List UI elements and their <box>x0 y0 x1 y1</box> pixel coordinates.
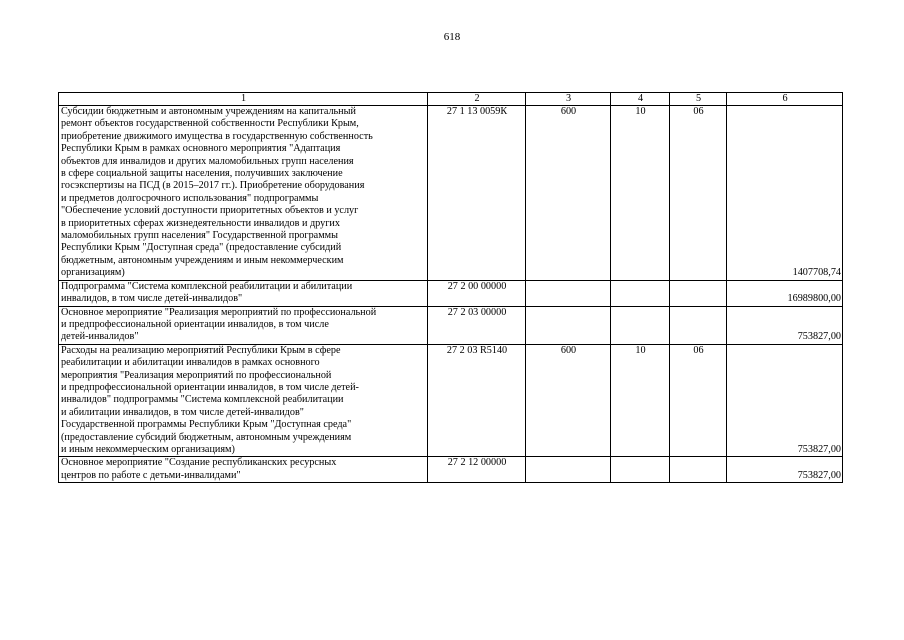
row-col5: 06 <box>670 344 727 457</box>
column-header: 3 <box>526 93 611 106</box>
page-number: 618 <box>443 31 461 43</box>
row-col4 <box>611 306 670 344</box>
description-line: госэкспертизы на ПСД (в 2015–2017 гг.). Приобретение оборудования <box>61 180 365 192</box>
row-description <box>59 306 428 344</box>
description-line: и предметов долгосрочного использования" подпрограммы <box>61 192 319 204</box>
column-header: 5 <box>670 93 727 106</box>
column-header: 1 <box>59 93 428 106</box>
row-col4 <box>611 457 670 483</box>
description-line: Республики Крым "Доступная среда" (предоставление субсидий <box>61 242 342 254</box>
description-line: бюджетным, автономным учреждениям и иным некоммерческим <box>61 254 344 266</box>
description-line: ремонт объектов государственной собственности Республики Крым, <box>61 118 359 130</box>
table-header-row <box>59 93 843 106</box>
description-line: Основное мероприятие "Реализация мероприятий по профессиональной <box>61 306 377 318</box>
row-amount: 753827,00 <box>727 457 843 483</box>
description-line: в приоритетных сферах жизнедеятельности инвалидов и других <box>61 217 340 229</box>
row-code: 27 1 13 0059К <box>428 106 526 281</box>
table-row <box>59 306 843 344</box>
description-line: организациям) <box>61 267 125 279</box>
table-row <box>59 344 843 457</box>
row-col3: 600 <box>526 106 611 281</box>
description-line: Расходы на реализацию мероприятий Республики Крым в сфере <box>61 344 341 356</box>
description-line: "Обеспечение условий доступности приоритетных объектов и услуг <box>61 205 359 217</box>
row-amount: 1407708,74 <box>727 106 843 281</box>
row-col3 <box>526 306 611 344</box>
row-col3: 600 <box>526 344 611 457</box>
row-amount: 753827,00 <box>727 306 843 344</box>
row-code: 27 2 00 00000 <box>428 280 526 306</box>
table-row <box>59 280 843 306</box>
row-col3 <box>526 457 611 483</box>
row-col5 <box>670 280 727 306</box>
description-line: Государственной программы Республики Крым "Доступная среда" <box>61 419 352 431</box>
description-line: объектов для инвалидов и других маломобильных групп населения <box>61 155 354 167</box>
description-line: детей-инвалидов" <box>61 331 139 343</box>
description-line: инвалидов" подпрограммы "Система комплексной реабилитации <box>61 394 344 406</box>
description-line: маломобильных групп населения" Государственной программы <box>61 230 338 242</box>
description-line: мероприятия "Реализация мероприятий по профессиональной <box>61 369 332 381</box>
row-col5: 06 <box>670 106 727 281</box>
description-line: (предоставление субсидий бюджетным, автономным учреждениям <box>61 431 352 443</box>
description-line: центров по работе с детьми-инвалидами" <box>61 469 241 481</box>
row-code: 27 2 03 00000 <box>428 306 526 344</box>
row-col3 <box>526 280 611 306</box>
description-line: реабилитации и абилитации инвалидов в рамках основного <box>61 357 320 369</box>
row-col4: 10 <box>611 344 670 457</box>
column-header: 4 <box>611 93 670 106</box>
description-line: в сфере социальной защиты населения, получивших заключение <box>61 168 343 180</box>
column-header: 2 <box>428 93 526 106</box>
description-line: приобретение движимого имущества в государственную собственность <box>61 130 373 142</box>
row-col4: 10 <box>611 106 670 281</box>
row-col4 <box>611 280 670 306</box>
row-col5 <box>670 306 727 344</box>
row-col5 <box>670 457 727 483</box>
description-line: Основное мероприятие "Создание республиканских ресурсных <box>61 457 337 469</box>
row-description <box>59 344 428 457</box>
row-description <box>59 457 428 483</box>
description-line: и иным некоммерческим организациям) <box>61 443 235 455</box>
description-line: инвалидов, в том числе детей-инвалидов" <box>61 293 243 305</box>
description-line: и предпрофессиональной ориентации инвалидов, в том числе <box>61 318 329 330</box>
row-amount: 16989800,00 <box>727 280 843 306</box>
budget-table <box>58 92 843 483</box>
table-row <box>59 457 843 483</box>
description-line: Подпрограмма "Система комплексной реабилитации и абилитации <box>61 280 353 292</box>
row-amount: 753827,00 <box>727 344 843 457</box>
description-line: Субсидии бюджетным и автономным учреждениям на капитальный <box>61 106 356 117</box>
description-line: и абилитации инвалидов, в том числе детей-инвалидов" <box>61 406 304 418</box>
row-code: 27 2 12 00000 <box>428 457 526 483</box>
column-header: 6 <box>727 93 843 106</box>
row-description <box>59 106 428 281</box>
table-row <box>59 106 843 281</box>
description-line: Республики Крым в рамках основного мероприятия "Адаптация <box>61 143 341 155</box>
row-code: 27 2 03 R5140 <box>428 344 526 457</box>
description-line: и предпрофессиональной ориентации инвалидов, в том числе детей- <box>61 381 359 393</box>
row-description <box>59 280 428 306</box>
